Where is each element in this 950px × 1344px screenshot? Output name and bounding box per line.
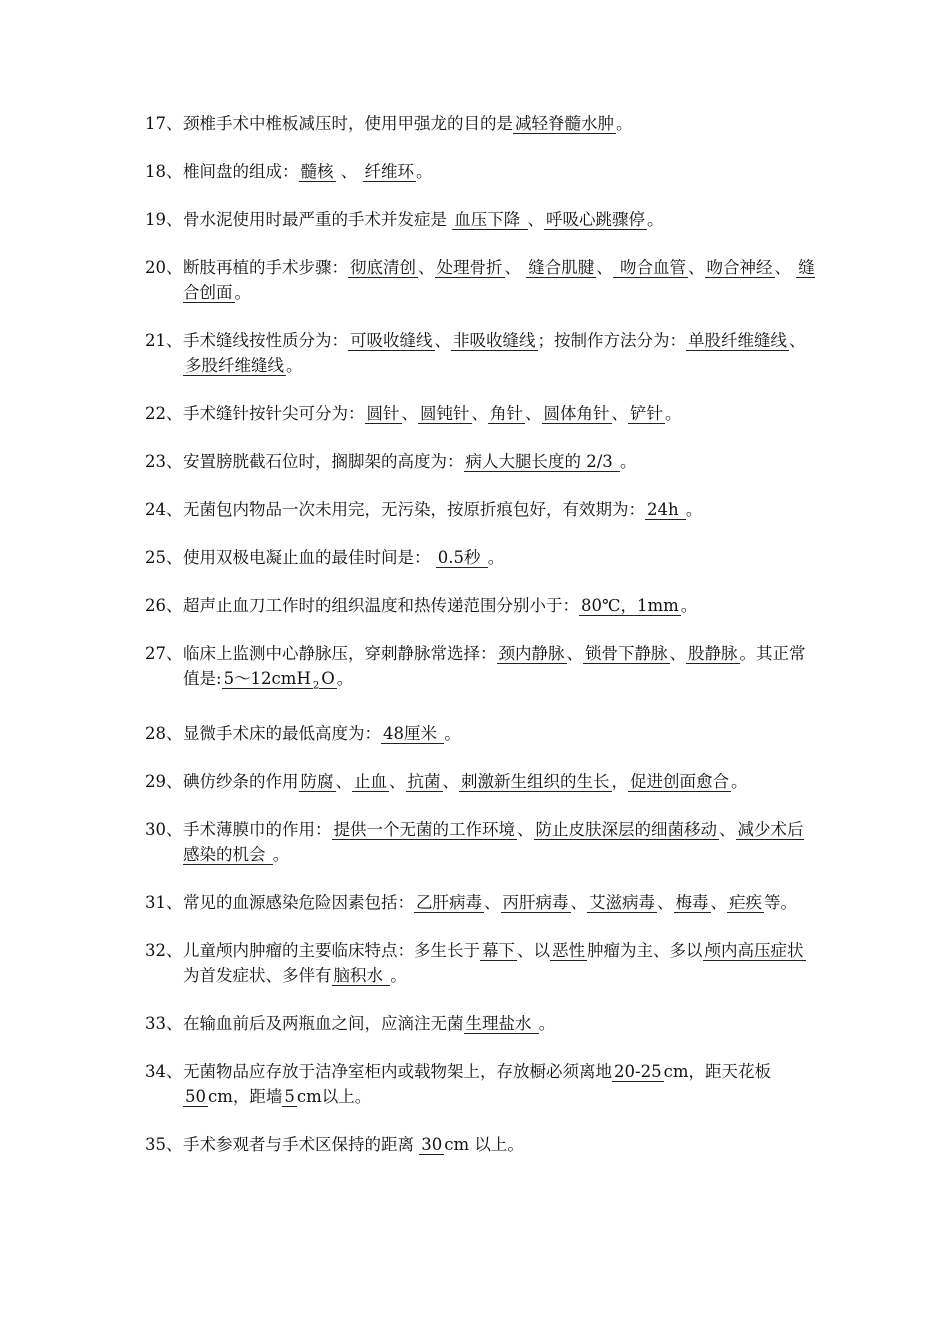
- question-text-segment: 。: [487, 548, 505, 567]
- question-text-segment: 、: [710, 893, 727, 913]
- answer-blank: 丙肝病毒: [502, 893, 569, 913]
- question-text-segment: 临床上监测中心静脉压，穿刺静脉常选择：: [183, 644, 497, 663]
- answer-blank: 可吸收缝线: [350, 331, 433, 350]
- question-item: [145, 449, 815, 474]
- answer-blank: 血压下降: [454, 210, 526, 229]
- question-text-segment: 。: [538, 1014, 556, 1034]
- answer-blank: 颅内高压症状: [704, 941, 804, 961]
- question-number: 20、: [145, 258, 183, 277]
- question-text-segment: 手术参观者与手术区保持的距离: [183, 1135, 420, 1155]
- question-item: [145, 545, 815, 570]
- answer-blank: 铲针: [630, 404, 663, 423]
- answer-blank: 处理骨折: [436, 258, 503, 277]
- question-item: [145, 769, 815, 794]
- question-text-segment: 、: [570, 893, 587, 913]
- question-number: 27、: [145, 644, 183, 663]
- answer-blank: 圆针: [366, 404, 400, 423]
- question-text-segment: 。: [234, 283, 251, 302]
- answer-blank: 刺激新生组织的生长: [461, 772, 610, 792]
- question-text: [183, 328, 815, 378]
- answer-blank: 80℃，1mm: [581, 596, 679, 615]
- answer-blank: 5～12cmH: [223, 669, 311, 688]
- answer-blank: 幕下: [482, 941, 515, 961]
- question-item: [145, 817, 815, 867]
- question-text-segment: 、: [517, 820, 534, 840]
- question-text-segment: 、: [657, 893, 674, 913]
- question-text-segment: 、: [527, 210, 544, 229]
- question-number: 22、: [145, 404, 183, 423]
- question-text-segment: 肿瘤为主、多以: [587, 941, 703, 961]
- question-text: [183, 890, 815, 915]
- question-text-segment: 、: [789, 331, 806, 350]
- answer-blank: 脑积水: [333, 966, 389, 986]
- answer-blank: 锁骨下静脉: [585, 644, 668, 663]
- answer-blank: 50: [185, 1087, 206, 1107]
- answer-blank: 缝合肌腱: [528, 258, 595, 277]
- question-text-segment: 手术缝针按针尖可分为：: [183, 404, 365, 423]
- question-item: [145, 159, 815, 184]
- question-text-segment: 骨水泥使用时最严重的手术并发症是: [183, 210, 453, 229]
- question-number: 35、: [145, 1135, 183, 1155]
- question-text-segment: 。其正常值是:: [183, 644, 806, 688]
- answer-blank: 20-25: [614, 1062, 662, 1082]
- question-text-segment: 。: [620, 452, 637, 471]
- question-text-segment: 、: [719, 820, 736, 840]
- answer-blank: 恶性: [552, 941, 585, 961]
- question-text-segment: 、: [335, 772, 352, 792]
- question-text-segment: 断肢再植的手术步骤：: [183, 258, 348, 277]
- question-text: [183, 449, 815, 474]
- answer-blank: 梅毒: [675, 893, 709, 913]
- question-text: [183, 255, 815, 305]
- question-text-segment: 、: [669, 644, 686, 663]
- question-text-segment: 、: [504, 258, 527, 277]
- question-text-segment: 无菌物品应存放于洁净室柜内或载物架上，存放橱必须离地: [183, 1062, 612, 1082]
- answer-blank: 5: [284, 1087, 295, 1107]
- question-text: [183, 641, 815, 698]
- question-text-segment: 、: [401, 404, 418, 423]
- answer-blank: 纤维环: [364, 162, 414, 181]
- question-number: 19、: [145, 210, 183, 229]
- answer-blank: 乙肝病毒: [416, 893, 482, 913]
- answer-blank: 颈内静脉: [498, 644, 565, 663]
- answer-blank: 缝合创面: [183, 258, 815, 302]
- question-text: [183, 593, 815, 618]
- question-text: [183, 721, 815, 746]
- question-text-segment: 。: [685, 500, 703, 519]
- question-text-segment: 。: [616, 114, 633, 133]
- answer-blank: 角针: [490, 404, 523, 423]
- question-text-segment: 。: [416, 162, 433, 181]
- question-text-segment: 、: [484, 893, 501, 913]
- question-number: 29、: [145, 772, 183, 792]
- question-text-segment: 儿童颅内肿瘤的主要临床特点：多生长于: [183, 941, 480, 961]
- question-list: [145, 111, 815, 1180]
- question-text-segment: 。: [665, 404, 682, 423]
- question-text: [183, 817, 815, 867]
- question-text: [183, 207, 815, 232]
- question-text-segment: 。: [647, 210, 664, 229]
- answer-blank: 24h: [647, 500, 684, 519]
- answer-blank: 减少术后感染的机会: [183, 820, 804, 865]
- answer-blank: 减轻脊髓水肿: [515, 114, 614, 133]
- question-item: [145, 497, 815, 522]
- question-item: [145, 1059, 815, 1109]
- question-text: [183, 1059, 815, 1109]
- answer-blank: 病人大腿长度的 2/3: [465, 452, 619, 471]
- question-item: [145, 641, 815, 698]
- question-text: [183, 1132, 815, 1157]
- question-text-segment: 手术缝线按性质分为：: [183, 331, 348, 350]
- question-number: 25、: [145, 548, 183, 567]
- answer-blank: 圆钝针: [420, 404, 470, 423]
- answer-blank: 圆体角针: [543, 404, 610, 423]
- question-text-segment: 超声止血刀工作时的组织温度和热传递范围分别小于：: [183, 596, 579, 615]
- question-text-segment: cm，距墙: [208, 1087, 283, 1107]
- question-item: [145, 721, 815, 746]
- question-text: [183, 497, 815, 522]
- answer-blank: 防腐: [300, 772, 334, 792]
- question-text-segment: 为首发症状、多伴有: [183, 966, 332, 986]
- answer-blank: 促进创面愈合: [630, 772, 729, 792]
- question-text-segment: 、: [418, 258, 435, 277]
- answer-blank: 呼吸心跳骤停: [546, 210, 645, 229]
- question-number: 28、: [145, 724, 183, 744]
- question-item: [145, 1011, 815, 1036]
- question-item: [145, 328, 815, 378]
- answer-blank: 0.5秒: [437, 548, 486, 567]
- answer-blank: 30: [421, 1135, 443, 1155]
- question-text-segment: 、: [335, 162, 363, 181]
- question-number: 17、: [145, 114, 183, 133]
- question-text-segment: 。: [680, 596, 698, 615]
- question-text-segment: 。: [336, 669, 354, 688]
- answer-blank: O: [321, 669, 335, 688]
- question-text: [183, 401, 815, 426]
- question-text-segment: 、: [471, 404, 488, 423]
- question-text-segment: cm以上。: [296, 1087, 372, 1107]
- answer-blank: 吻合血管: [614, 258, 686, 277]
- answer-blank: 彻底清创: [350, 258, 416, 277]
- question-text-segment: 无菌包内物品一次未用完，无污染，按原折痕包好，有效期为：: [183, 500, 645, 519]
- question-number: 26、: [145, 596, 183, 615]
- question-text: [183, 545, 815, 570]
- question-text-segment: 安置膀胱截石位时，搁脚架的高度为：: [183, 452, 464, 471]
- question-item: [145, 938, 815, 988]
- question-text-segment: cm 以上。: [444, 1135, 524, 1155]
- answer-blank: 防止皮肤深层的细菌移动: [535, 820, 717, 840]
- question-text: [183, 769, 815, 794]
- question-item: [145, 593, 815, 618]
- answer-blank: 抗菌: [407, 772, 441, 792]
- question-text-segment: 椎间盘的组成：: [183, 162, 299, 181]
- question-text-segment: 。: [390, 966, 407, 986]
- question-text-segment: 、: [596, 258, 613, 277]
- question-item: [145, 255, 815, 305]
- question-text-segment: 使用双极电凝止血的最佳时间是：: [183, 548, 436, 567]
- question-number: 24、: [145, 500, 183, 519]
- question-text: [183, 111, 815, 136]
- question-text: [183, 938, 815, 988]
- answer-blank: 单股纤维缝线: [688, 331, 787, 350]
- question-number: 21、: [145, 331, 183, 350]
- question-text-segment: 等。: [764, 893, 797, 913]
- answer-blank: 提供一个无菌的工作环境: [333, 820, 515, 840]
- question-number: 31、: [145, 893, 183, 913]
- question-number: 32、: [145, 941, 183, 961]
- answer-blank: 多股纤维缝线: [185, 356, 284, 375]
- question-text-segment: cm，距天花板: [663, 1062, 771, 1082]
- question-text-segment: 常见的血源感染危险因素包括：: [183, 893, 414, 913]
- answer-blank: 艾滋病毒: [589, 893, 655, 913]
- subscript-text: 2: [312, 680, 320, 692]
- question-text-segment: 在输血前后及两瓶血之间，应滴注无菌: [183, 1014, 464, 1034]
- question-item: [145, 401, 815, 426]
- answer-blank: 非吸收缝线: [453, 331, 536, 350]
- question-number: 23、: [145, 452, 183, 471]
- question-text: [183, 1011, 815, 1036]
- question-text-segment: 、: [442, 772, 459, 792]
- answer-blank: 髓核: [300, 162, 334, 181]
- question-text-segment: 。: [286, 356, 303, 375]
- question-text-segment: 、: [774, 258, 797, 277]
- question-item: [145, 1132, 815, 1157]
- answer-blank: 股静脉: [688, 644, 738, 663]
- question-item: [145, 890, 815, 915]
- answer-blank: 疟疾: [729, 893, 762, 913]
- question-text-segment: ，: [611, 772, 628, 792]
- question-text-segment: 、: [389, 772, 406, 792]
- question-text-segment: 手术薄膜巾的作用：: [183, 820, 332, 840]
- answer-blank: 生理盐水: [465, 1014, 537, 1034]
- answer-blank: 吻合神经: [706, 258, 773, 277]
- question-number: 18、: [145, 162, 183, 181]
- question-text-segment: 、: [611, 404, 628, 423]
- question-number: 34、: [145, 1062, 183, 1082]
- question-text-segment: 。: [272, 845, 290, 865]
- question-text-segment: 颈椎手术中椎板减压时，使用甲强龙的目的是: [183, 114, 513, 133]
- question-item: [145, 111, 815, 136]
- question-text-segment: ；按制作方法分为：: [537, 331, 686, 350]
- question-number: 33、: [145, 1014, 183, 1034]
- question-text-segment: 、: [688, 258, 705, 277]
- answer-blank: 止血: [354, 772, 387, 792]
- answer-blank: 48厘米: [383, 724, 443, 744]
- question-text-segment: 、以: [517, 941, 550, 961]
- question-text-segment: 。: [731, 772, 748, 792]
- question-text-segment: 、: [525, 404, 542, 423]
- question-number: 30、: [145, 820, 183, 840]
- question-text-segment: 显微手术床的最低高度为：: [183, 724, 381, 744]
- question-text-segment: 碘仿纱条的作用: [183, 772, 299, 792]
- question-item: [145, 207, 815, 232]
- question-text-segment: 、: [434, 331, 451, 350]
- question-text: [183, 159, 815, 184]
- question-text-segment: 、: [566, 644, 583, 663]
- question-text-segment: 。: [444, 724, 461, 744]
